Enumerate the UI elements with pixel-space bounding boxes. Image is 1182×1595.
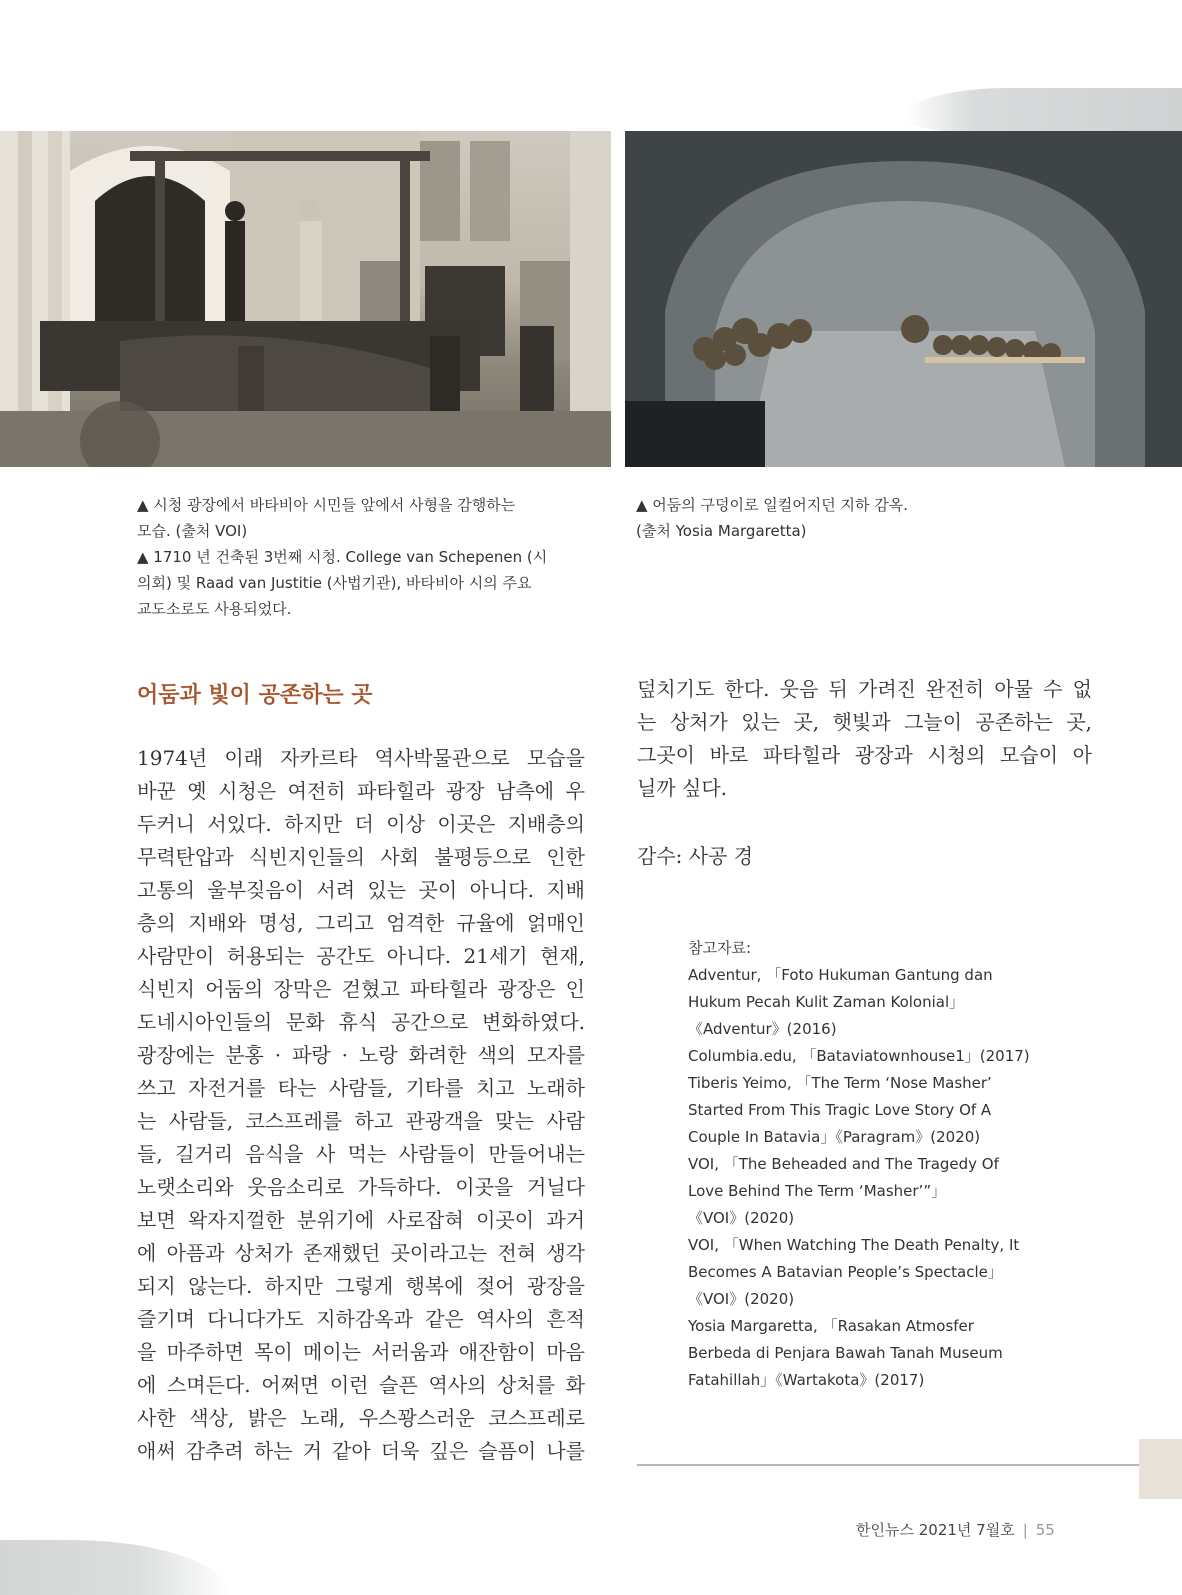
body-line: 애써 감추려 하는 거 같아 더욱 깊은 슬픔이 나를 [137,1439,585,1463]
reference-line: Adventur, 「Foto Hukuman Gantung dan [688,966,993,984]
caption-right-line: ▲ 어둠의 구덩이로 일컬어지던 지하 감옥. [636,496,908,514]
body-line: 덮치기도 한다. 웃음 뒤 가려진 완전히 아물 수 없 [637,677,1092,701]
body-line: 1974년 이래 자카르타 역사박물관으로 모습을 [137,746,585,770]
body-line: 바꾼 옛 시청은 여전히 파타힐라 광장 남측에 우 [137,779,585,803]
caption-left-line: ▲ 시청 광장에서 바타비아 시민들 앞에서 사형을 감행하는 [137,496,516,514]
photo-underground-dungeon [625,131,1182,467]
body-line: 에 아픔과 상처가 존재했던 곳이라고는 전혀 생각 [137,1241,585,1265]
ink-brush-decoration-top [905,88,1182,133]
page-number: 55 [1035,1521,1055,1539]
reference-line: Tiberis Yeimo, 「The Term ‘Nose Masher’ [688,1074,992,1092]
body-line: 도네시아인들의 문화 휴식 공간으로 변화하였다. [137,1010,585,1034]
divider-rule [637,1464,1153,1466]
body-line: 보면 왁자지껄한 분위기에 사로잡혀 이곳이 과거 [137,1208,585,1232]
reference-line: Hukum Pecah Kulit Zaman Kolonial」 [688,993,965,1011]
ink-brush-decoration-bottom [0,1540,230,1595]
body-line: 즐기며 다니다가도 지하감옥과 같은 역사의 흔적 [137,1307,585,1331]
reference-line: Fatahillah」《Wartakota》(2017) [688,1371,925,1389]
reference-line: VOI, 「When Watching The Death Penalty, It [688,1236,1020,1254]
caption-left-line: 의회) 및 Raad van Justitie (사법기관), 바타비아 시의 주요 [137,574,532,592]
dungeon-illustration [625,131,1182,467]
body-line: 되지 않는다. 하지만 그렇게 행복에 젖어 광장을 [137,1274,585,1298]
body-text-right [637,673,1092,805]
body-line: 는 사람들, 코스프레를 하고 관광객을 맞는 사람 [137,1109,585,1133]
body-text-left [137,742,585,1468]
body-line: 에 스며든다. 어쩌면 이런 슬픈 역사의 상처를 화 [137,1373,585,1397]
body-line: 노랫소리와 웃음소리로 가득하다. 이곳을 거닐다 [137,1175,585,1199]
references [688,935,1048,1394]
reference-line: 《VOI》(2020) [688,1209,795,1227]
body-line: 층의 지배와 명성, 그리고 엄격한 규율에 얽매인 [137,911,585,935]
reference-line: Love Behind The Term ‘Masher’”」 [688,1182,947,1200]
body-line: 고통의 울부짖음이 서려 있는 곳이 아니다. 지배 [137,878,585,902]
supervisor-credit: 감수: 사공 경 [637,844,754,868]
body-line: 닐까 싶다. [637,776,727,800]
body-line: 그곳이 바로 파타힐라 광장과 시청의 모습이 아 [637,743,1092,767]
references-heading: 참고자료: [688,939,752,957]
caption-left [137,492,587,622]
body-line: 사람만이 허용되는 공간도 아니다. 21세기 현재, [137,944,585,968]
caption-left-line: 교도소로도 사용되었다. [137,600,292,618]
reference-line: Yosia Margaretta, 「Rasakan Atmosfer [688,1317,974,1335]
caption-right-line: (출처 Yosia Margaretta) [636,522,807,540]
body-line: 사한 색상, 밝은 노래, 우스꽝스러운 코스프레로 [137,1406,585,1430]
reference-line: 《VOI》(2020) [688,1290,795,1308]
caption-left-line: ▲ 1710 년 건축된 3번째 시청. College van Schepenen (시 [137,548,548,566]
execution-scene-illustration [0,131,611,467]
footer-separator: | [1022,1521,1028,1539]
reference-line: Becomes A Batavian People’s Spectacle」 [688,1263,1003,1281]
reference-line: Couple In Batavia」《Paragram》(2020) [688,1128,981,1146]
body-line: 을 마주하면 목이 메이는 서러움과 애잔함이 마음 [137,1340,585,1364]
reference-line: 《Adventur》(2016) [688,1020,837,1038]
reference-line: Berbeda di Penjara Bawah Tanah Museum [688,1344,1003,1362]
body-line: 들, 길거리 음식을 사 먹는 사람들이 만들어내는 [137,1142,585,1166]
reference-line: VOI, 「The Beheaded and The Tragedy Of [688,1155,999,1173]
caption-right [636,492,1056,544]
section-title: 어둠과 빛이 공존하는 곳 [137,683,373,708]
photo-execution-city-hall [0,131,611,467]
body-line: 식빈지 어둠의 장막은 걷혔고 파타힐라 광장은 인 [137,977,585,1001]
publication-name: 한인뉴스 2021년 7월호 [856,1521,1015,1539]
page-footer [856,1519,1055,1540]
body-line: 광장에는 분홍 · 파랑 · 노랑 화려한 색의 모자를 [137,1043,585,1067]
reference-line: Started From This Tragic Love Story Of A [688,1101,992,1119]
body-line: 는 상처가 있는 곳, 햇빛과 그늘이 공존하는 곳, [637,710,1092,734]
body-line: 두커니 서있다. 하지만 더 이상 이곳은 지배층의 [137,812,585,836]
reference-line: Columbia.edu, 「Bataviatownhouse1」(2017) [688,1047,1030,1065]
page-edge-tab [1139,1439,1182,1499]
body-line: 쓰고 자전거를 타는 사람들, 기타를 치고 노래하 [137,1076,585,1100]
caption-left-line: 모습. (출처 VOI) [137,522,248,540]
body-line: 무력탄압과 식빈지인들의 사회 불평등으로 인한 [137,845,585,869]
